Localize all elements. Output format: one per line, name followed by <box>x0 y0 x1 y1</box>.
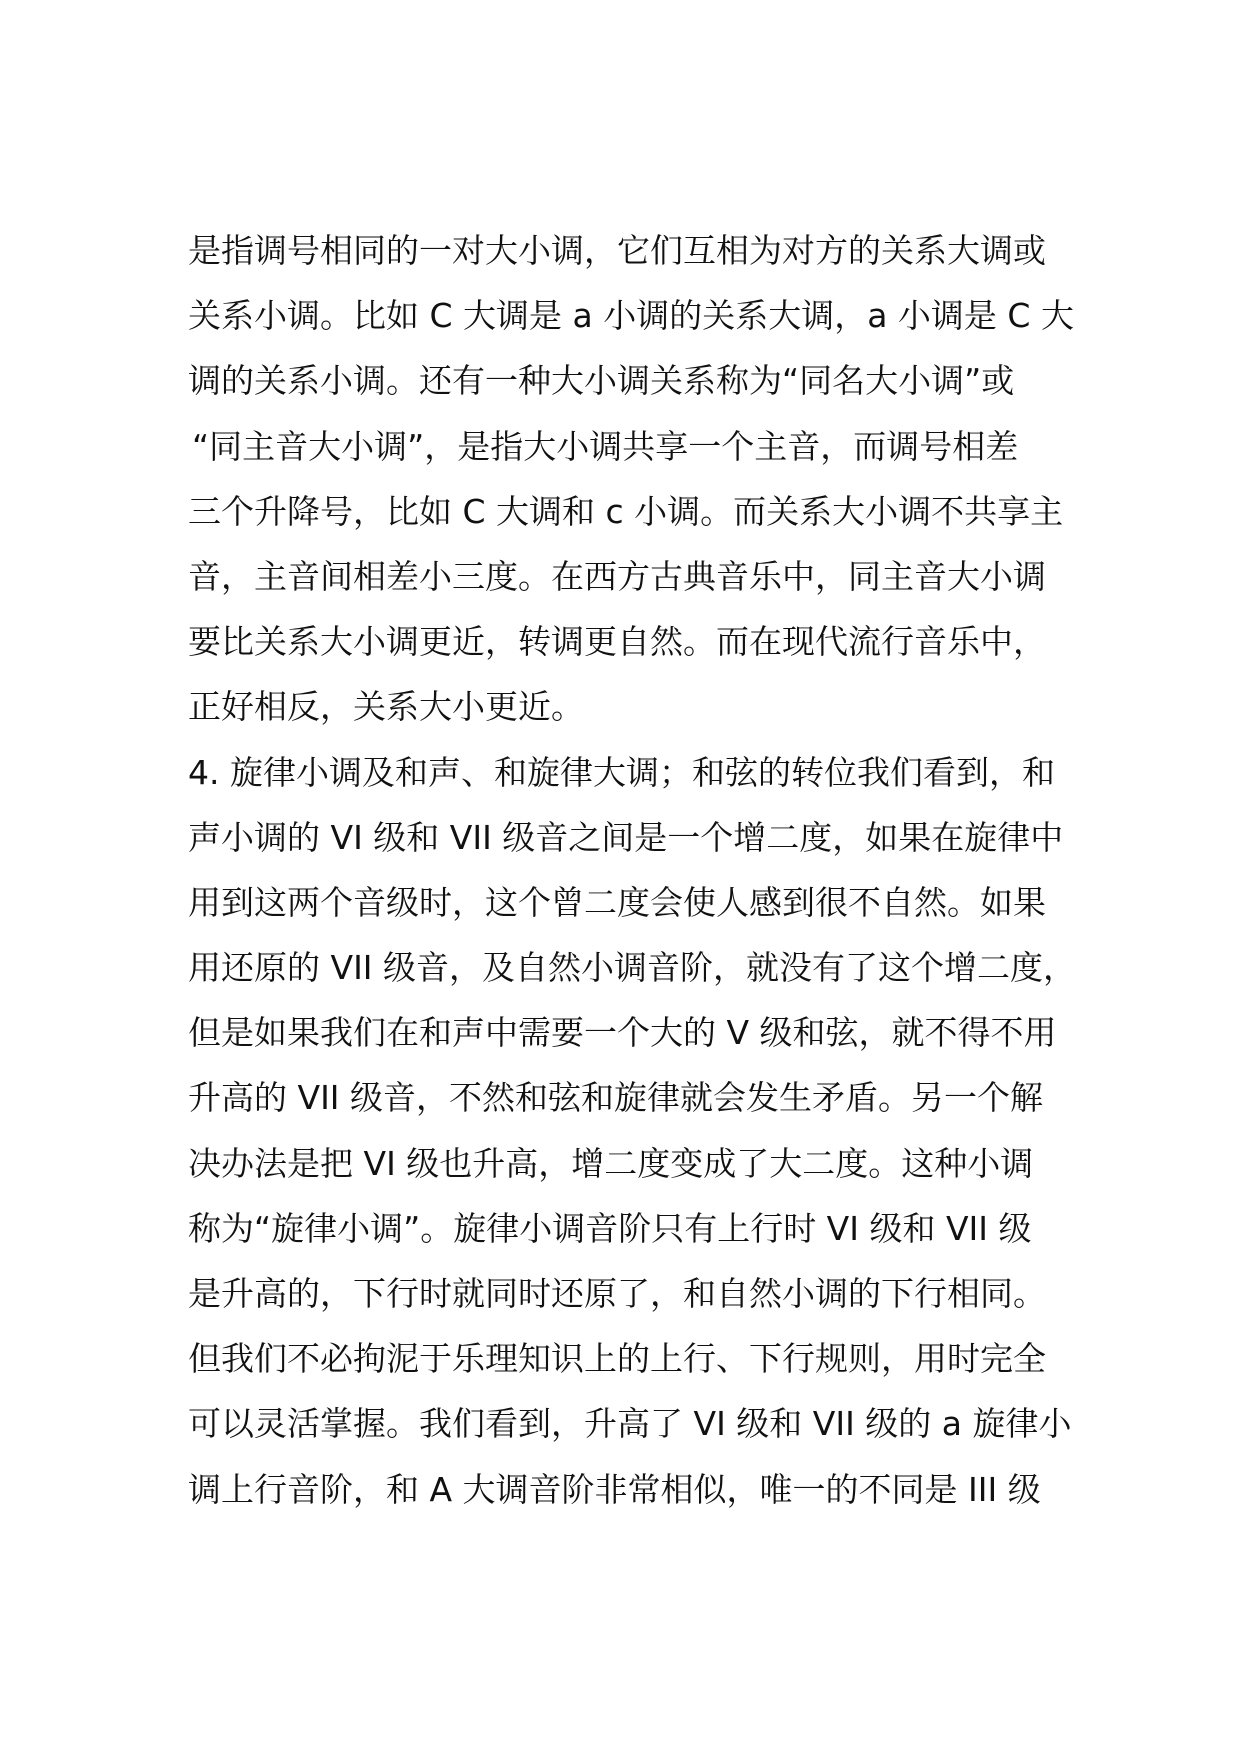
text-line: 用还原的 VII 级音，及自然小调音阶，就没有了这个增二度， <box>188 948 1077 988</box>
text-line: 正好相反，关系大小更近。 <box>188 687 584 727</box>
text-line: 决办法是把 VI 级也升高，增二度变成了大二度。这种小调 <box>188 1143 1034 1183</box>
section-heading-line: 4. 旋律小调及和声、和旋律大调；和弦的转位我们看到，和 <box>188 752 1055 792</box>
text-line: 要比关系大小调更近，转调更自然。而在现代流行音乐中， <box>188 622 1046 662</box>
text-line: 声小调的 VI 级和 VII 级音之间是一个增二度，如果在旋律中 <box>188 817 1064 857</box>
text-line: 可以灵活掌握。我们看到，升高了 VI 级和 VII 级的 a 旋律小 <box>188 1404 1072 1444</box>
text-line: 三个升降号，比如 C 大调和 c 小调。而关系大小调不共享主 <box>188 491 1064 531</box>
text-line: 用到这两个音级时，这个曾二度会使人感到很不自然。如果 <box>188 882 1046 922</box>
body-text <box>188 218 1077 1522</box>
text-line: 升高的 VII 级音，不然和弦和旋律就会发生矛盾。另一个解 <box>188 1078 1044 1118</box>
text-line: 称为“旋律小调”。旋律小调音阶只有上行时 VI 级和 VII 级 <box>188 1208 1032 1248</box>
text-line: 调的关系小调。还有一种大小调关系称为“同名大小调”或 <box>188 361 1015 401</box>
text-line: 关系小调。比如 C 大调是 a 小调的关系大调，a 小调是 C 大 <box>188 296 1074 336</box>
text-line: 是指调号相同的一对大小调，它们互相为对方的关系大调或 <box>188 231 1046 270</box>
text-line: “同主音大小调”，是指大小调共享一个主音，而调号相差 <box>192 426 1019 466</box>
text-line: 但是如果我们在和声中需要一个大的 V 级和弦，就不得不用 <box>188 1013 1057 1053</box>
text-line: 是升高的，下行时就同时还原了，和自然小调的下行相同。 <box>188 1274 1046 1313</box>
text-line: 音，主音间相差小三度。在西方古典音乐中，同主音大小调 <box>188 556 1046 596</box>
text-line: 调上行音阶，和 A 大调音阶非常相似，唯一的不同是 III 级 <box>188 1469 1041 1509</box>
text-line: 但我们不必拘泥于乐理知识上的上行、下行规则，用时完全 <box>188 1339 1046 1379</box>
